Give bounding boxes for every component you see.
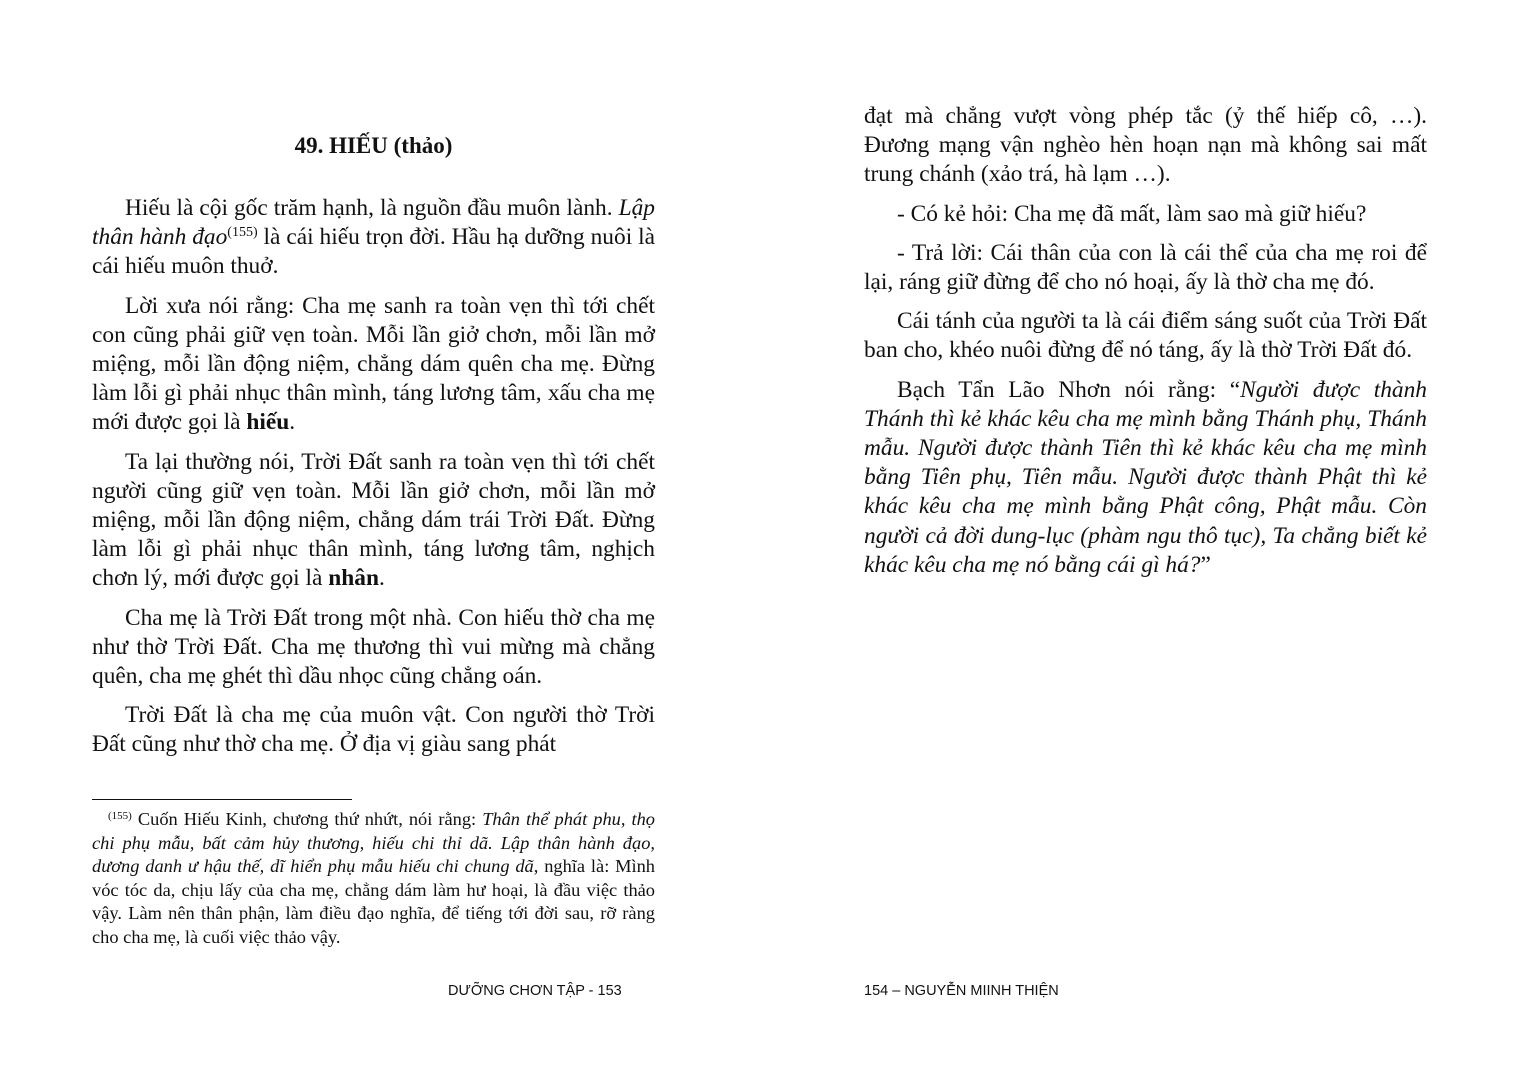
- paragraph: [92, 448, 655, 594]
- page-footer-left: DƯỠNG CHƠN TẬP - 153: [448, 983, 622, 999]
- text-run: .: [289, 409, 296, 436]
- paragraph: - Có kẻ hỏi: Cha mẹ đã mất, làm sao mà giữ hiếu?: [897, 200, 1367, 227]
- footnote-marker: (155): [227, 225, 258, 241]
- paragraph-continued: đạt mà chẳng vượt vòng phép tắc (ỷ thế hiếp cô, …). Đương mạng vận nghèo hèn hoạn nạn mà không sai mất trung chánh (xảo trá, hà lạm …).: [864, 103, 1427, 188]
- italic-phrase: Lập thân hành đạo: [92, 195, 655, 251]
- paragraph: [864, 376, 1427, 580]
- paragraph: [92, 194, 655, 282]
- text-run: Hiếu là cội gốc trăm hạnh, là nguồn đầu muôn lành.: [125, 195, 619, 221]
- paragraph: - Trả lời: Cái thân của con là cái thể của cha mẹ roi để lại, ráng giữ đừng để cho nó hoại, ấy là thờ cha mẹ đó.: [864, 239, 1427, 296]
- italic-quote: Thân thể phát phu, thọ chi phụ mẫu, bất cảm hủy thương, hiếu chi thỉ dã. Lập thân hành đạo, dương danh ư hậu thế, dĩ hiển phụ mẫu hiếu chi chung dã: [92, 809, 655, 877]
- paragraph: Trời Đất là cha mẹ của muôn vật. Con người thờ Trời Đất cũng như thờ cha mẹ. Ở địa vị giàu sang phát: [92, 702, 655, 758]
- footnote-divider: [92, 799, 352, 800]
- chapter-title: 49. HIẾU (thảo): [294, 133, 453, 158]
- text-run: Cuốn Hiếu Kinh, chương thứ nhứt, nói rằng:: [131, 809, 483, 829]
- text-run: Lời xưa nói rằng: Cha mẹ sanh ra toàn vẹn thì tới chết con cũng phải giữ vẹn toàn. Mỗi lần giở chơn, mỗi lần mở miệng, mỗi lần động niệm, chẳng dám quên cha mẹ. Đừng làm lỗi gì phải nhục thân mình, táng lương tâm, xấu cha mẹ mới được gọi là: [92, 292, 655, 436]
- left-page: [92, 0, 655, 1076]
- page-footer-right: 154 – NGUYỄN MIINH THIỆN: [864, 983, 1059, 999]
- keyword-hieu: hiếu: [246, 409, 290, 436]
- paragraph: Cái tánh của người ta là cái điểm sáng suốt của Trời Đất ban cho, khéo nuôi đừng để nó táng, ấy là thờ Trời Đất đó.: [864, 308, 1427, 364]
- right-body-text: [864, 102, 1427, 590]
- footnote: [92, 808, 655, 950]
- right-page: [864, 0, 1427, 1076]
- text-run: là cái hiếu trọn đời. Hầu hạ dưỡng nuôi là cái hiếu muôn thuở.: [92, 224, 655, 280]
- paragraph: Cha mẹ là Trời Đất trong một nhà. Con hiếu thờ cha mẹ như thờ Trời Đất. Cha mẹ thương thì vui mừng mà chẳng quên, cha mẹ ghét thì dầu nhọc cũng chẳng oán.: [92, 604, 655, 690]
- footnote-number: (155): [108, 810, 132, 822]
- text-run: .: [378, 565, 385, 592]
- keyword-nhan: nhân: [328, 565, 379, 592]
- text-run: ”: [1200, 551, 1211, 578]
- italic-quote: Người được thành Thánh thì kẻ khác kêu cha mẹ mình bằng Thánh phụ, Thánh mẫu. Người được thành Tiên thì kẻ khác kêu cha mẹ mình bằng Tiên phụ, Tiên mẫu. Người được thành Phật thì kẻ khác kêu cha mẹ mình bằng Phật công, Phật mẫu. Còn người cả đời dung-lục (phàm ngu thô tục), Ta chẳng biết kẻ khác kêu cha mẹ nó bằng cái gì há?: [864, 376, 1427, 578]
- text-run: Bạch Tẩn Lão Nhơn nói rằng: “: [897, 376, 1241, 403]
- paragraph: [92, 292, 655, 438]
- text-run: , nghĩa là: Mình vóc tóc da, chịu lấy của cha mẹ, chẳng dám làm hư hoại, là đầu việc thảo vậy. Làm nên thân phận, làm điều đạo nghĩa, để tiếng tới đời sau, rỡ ràng cho cha mẹ, là cuối việc thảo vậy.: [92, 856, 655, 947]
- left-body-text: [92, 194, 655, 770]
- text-run: Ta lại thường nói, Trời Đất sanh ra toàn vẹn thì tới chết người cũng giữ vẹn toàn. Mỗi lần giở chơn, mỗi lần mở miệng, mỗi lần động niệm, chẳng dám trái Trời Đất. Đừng làm lỗi gì phải nhục thân mình, táng lương tâm, nghịch chơn lý, mới được gọi là: [92, 448, 655, 592]
